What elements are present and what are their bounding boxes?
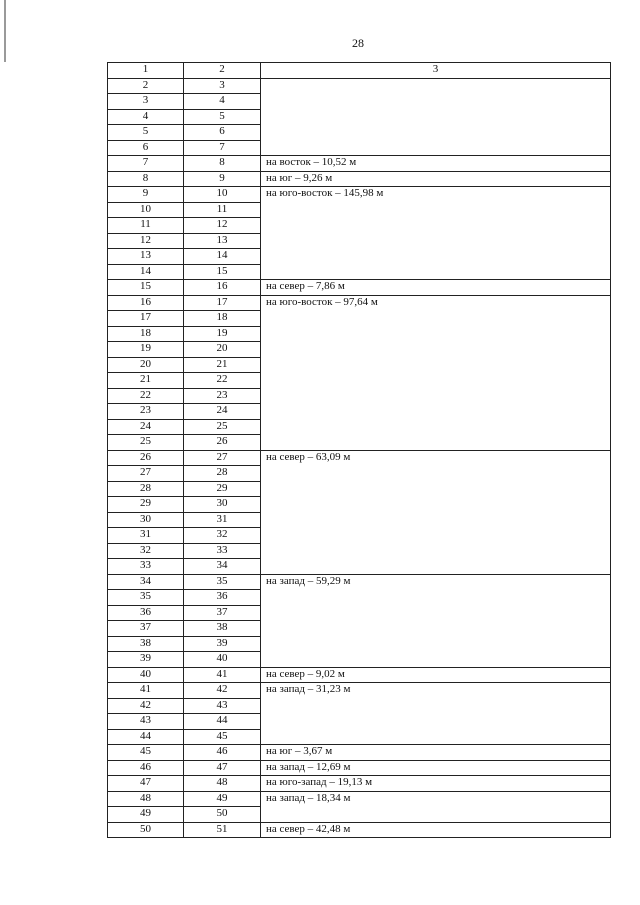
point-from-cell: 41: [108, 683, 184, 699]
point-from-cell: 6: [108, 140, 184, 156]
point-to-cell: 10: [184, 187, 261, 203]
point-from-cell: 48: [108, 791, 184, 807]
direction-distance-cell: на юг – 3,67 м: [261, 745, 611, 761]
point-from-cell: 46: [108, 760, 184, 776]
point-from-cell: 28: [108, 481, 184, 497]
header-col-2: 2: [184, 63, 261, 79]
point-to-cell: 48: [184, 776, 261, 792]
table-row: [108, 745, 611, 761]
point-to-cell: 35: [184, 574, 261, 590]
point-to-cell: 42: [184, 683, 261, 699]
direction-distance-cell: на юг – 9,26 м: [261, 171, 611, 187]
point-from-cell: 25: [108, 435, 184, 451]
point-to-cell: 25: [184, 419, 261, 435]
direction-distance-cell: на запад – 31,23 м: [261, 683, 611, 745]
direction-distance-cell: на север – 7,86 м: [261, 280, 611, 296]
point-to-cell: 18: [184, 311, 261, 327]
point-from-cell: 8: [108, 171, 184, 187]
point-from-cell: 26: [108, 450, 184, 466]
point-from-cell: 7: [108, 156, 184, 172]
point-from-cell: 17: [108, 311, 184, 327]
boundary-table: [107, 62, 611, 838]
point-to-cell: 32: [184, 528, 261, 544]
table-row: [108, 667, 611, 683]
point-from-cell: 11: [108, 218, 184, 234]
point-to-cell: 21: [184, 357, 261, 373]
point-to-cell: 28: [184, 466, 261, 482]
table-row: [108, 280, 611, 296]
point-from-cell: 47: [108, 776, 184, 792]
header-col-1: 1: [108, 63, 184, 79]
point-from-cell: 44: [108, 729, 184, 745]
point-from-cell: 14: [108, 264, 184, 280]
point-from-cell: 16: [108, 295, 184, 311]
point-to-cell: 46: [184, 745, 261, 761]
table-header-row: [108, 63, 611, 79]
point-to-cell: 39: [184, 636, 261, 652]
point-from-cell: 35: [108, 590, 184, 606]
point-to-cell: 14: [184, 249, 261, 265]
point-to-cell: 11: [184, 202, 261, 218]
point-to-cell: 13: [184, 233, 261, 249]
direction-distance-cell: на север – 9,02 м: [261, 667, 611, 683]
point-from-cell: 33: [108, 559, 184, 575]
point-from-cell: 18: [108, 326, 184, 342]
point-to-cell: 19: [184, 326, 261, 342]
table-row: [108, 822, 611, 838]
point-to-cell: 43: [184, 698, 261, 714]
point-from-cell: 3: [108, 94, 184, 110]
point-from-cell: 20: [108, 357, 184, 373]
point-from-cell: 32: [108, 543, 184, 559]
point-to-cell: 29: [184, 481, 261, 497]
point-to-cell: 34: [184, 559, 261, 575]
table-row: [108, 574, 611, 590]
table-row: [108, 187, 611, 203]
direction-distance-cell: на запад – 18,34 м: [261, 791, 611, 822]
point-to-cell: 51: [184, 822, 261, 838]
point-from-cell: 31: [108, 528, 184, 544]
point-to-cell: 9: [184, 171, 261, 187]
point-to-cell: 24: [184, 404, 261, 420]
point-from-cell: 13: [108, 249, 184, 265]
point-from-cell: 37: [108, 621, 184, 637]
point-from-cell: 12: [108, 233, 184, 249]
table-row: [108, 683, 611, 699]
point-from-cell: 10: [108, 202, 184, 218]
table-row: [108, 156, 611, 172]
point-to-cell: 22: [184, 373, 261, 389]
point-from-cell: 19: [108, 342, 184, 358]
point-from-cell: 15: [108, 280, 184, 296]
point-from-cell: 24: [108, 419, 184, 435]
header-col-3: 3: [261, 63, 611, 79]
point-from-cell: 50: [108, 822, 184, 838]
point-from-cell: 4: [108, 109, 184, 125]
point-from-cell: 43: [108, 714, 184, 730]
point-from-cell: 45: [108, 745, 184, 761]
point-from-cell: 27: [108, 466, 184, 482]
point-to-cell: 38: [184, 621, 261, 637]
table-row: [108, 791, 611, 807]
point-to-cell: 37: [184, 605, 261, 621]
point-to-cell: 15: [184, 264, 261, 280]
point-to-cell: 36: [184, 590, 261, 606]
direction-distance-cell: на север – 63,09 м: [261, 450, 611, 574]
point-to-cell: 50: [184, 807, 261, 823]
point-to-cell: 45: [184, 729, 261, 745]
point-to-cell: 33: [184, 543, 261, 559]
point-to-cell: 3: [184, 78, 261, 94]
point-to-cell: 17: [184, 295, 261, 311]
point-to-cell: 41: [184, 667, 261, 683]
point-to-cell: 7: [184, 140, 261, 156]
point-to-cell: 30: [184, 497, 261, 513]
point-from-cell: 49: [108, 807, 184, 823]
table-row: [108, 78, 611, 94]
point-from-cell: 29: [108, 497, 184, 513]
point-to-cell: 27: [184, 450, 261, 466]
point-to-cell: 5: [184, 109, 261, 125]
point-to-cell: 44: [184, 714, 261, 730]
direction-distance-cell: на запад – 12,69 м: [261, 760, 611, 776]
point-from-cell: 21: [108, 373, 184, 389]
direction-distance-cell: на восток – 10,52 м: [261, 156, 611, 172]
table-row: [108, 450, 611, 466]
point-from-cell: 39: [108, 652, 184, 668]
point-to-cell: 23: [184, 388, 261, 404]
point-from-cell: 42: [108, 698, 184, 714]
point-to-cell: 20: [184, 342, 261, 358]
point-from-cell: 34: [108, 574, 184, 590]
point-from-cell: 22: [108, 388, 184, 404]
point-from-cell: 30: [108, 512, 184, 528]
point-to-cell: 26: [184, 435, 261, 451]
point-from-cell: 40: [108, 667, 184, 683]
point-to-cell: 4: [184, 94, 261, 110]
point-to-cell: 8: [184, 156, 261, 172]
point-to-cell: 31: [184, 512, 261, 528]
direction-distance-cell: на север – 42,48 м: [261, 822, 611, 838]
page-number: 28: [352, 36, 364, 50]
point-to-cell: 40: [184, 652, 261, 668]
table-row: [108, 760, 611, 776]
point-from-cell: 36: [108, 605, 184, 621]
point-from-cell: 2: [108, 78, 184, 94]
direction-distance-cell: на запад – 59,29 м: [261, 574, 611, 667]
direction-distance-cell: [261, 78, 611, 156]
direction-distance-cell: на юго-восток – 97,64 м: [261, 295, 611, 450]
point-to-cell: 12: [184, 218, 261, 234]
point-to-cell: 49: [184, 791, 261, 807]
scan-edge-mark: [4, 0, 6, 62]
direction-distance-cell: на юго-запад – 19,13 м: [261, 776, 611, 792]
point-from-cell: 23: [108, 404, 184, 420]
table-row: [108, 776, 611, 792]
point-from-cell: 38: [108, 636, 184, 652]
point-from-cell: 9: [108, 187, 184, 203]
direction-distance-cell: на юго-восток – 145,98 м: [261, 187, 611, 280]
point-to-cell: 47: [184, 760, 261, 776]
point-from-cell: 5: [108, 125, 184, 141]
table-row: [108, 171, 611, 187]
point-to-cell: 16: [184, 280, 261, 296]
table-row: [108, 295, 611, 311]
point-to-cell: 6: [184, 125, 261, 141]
